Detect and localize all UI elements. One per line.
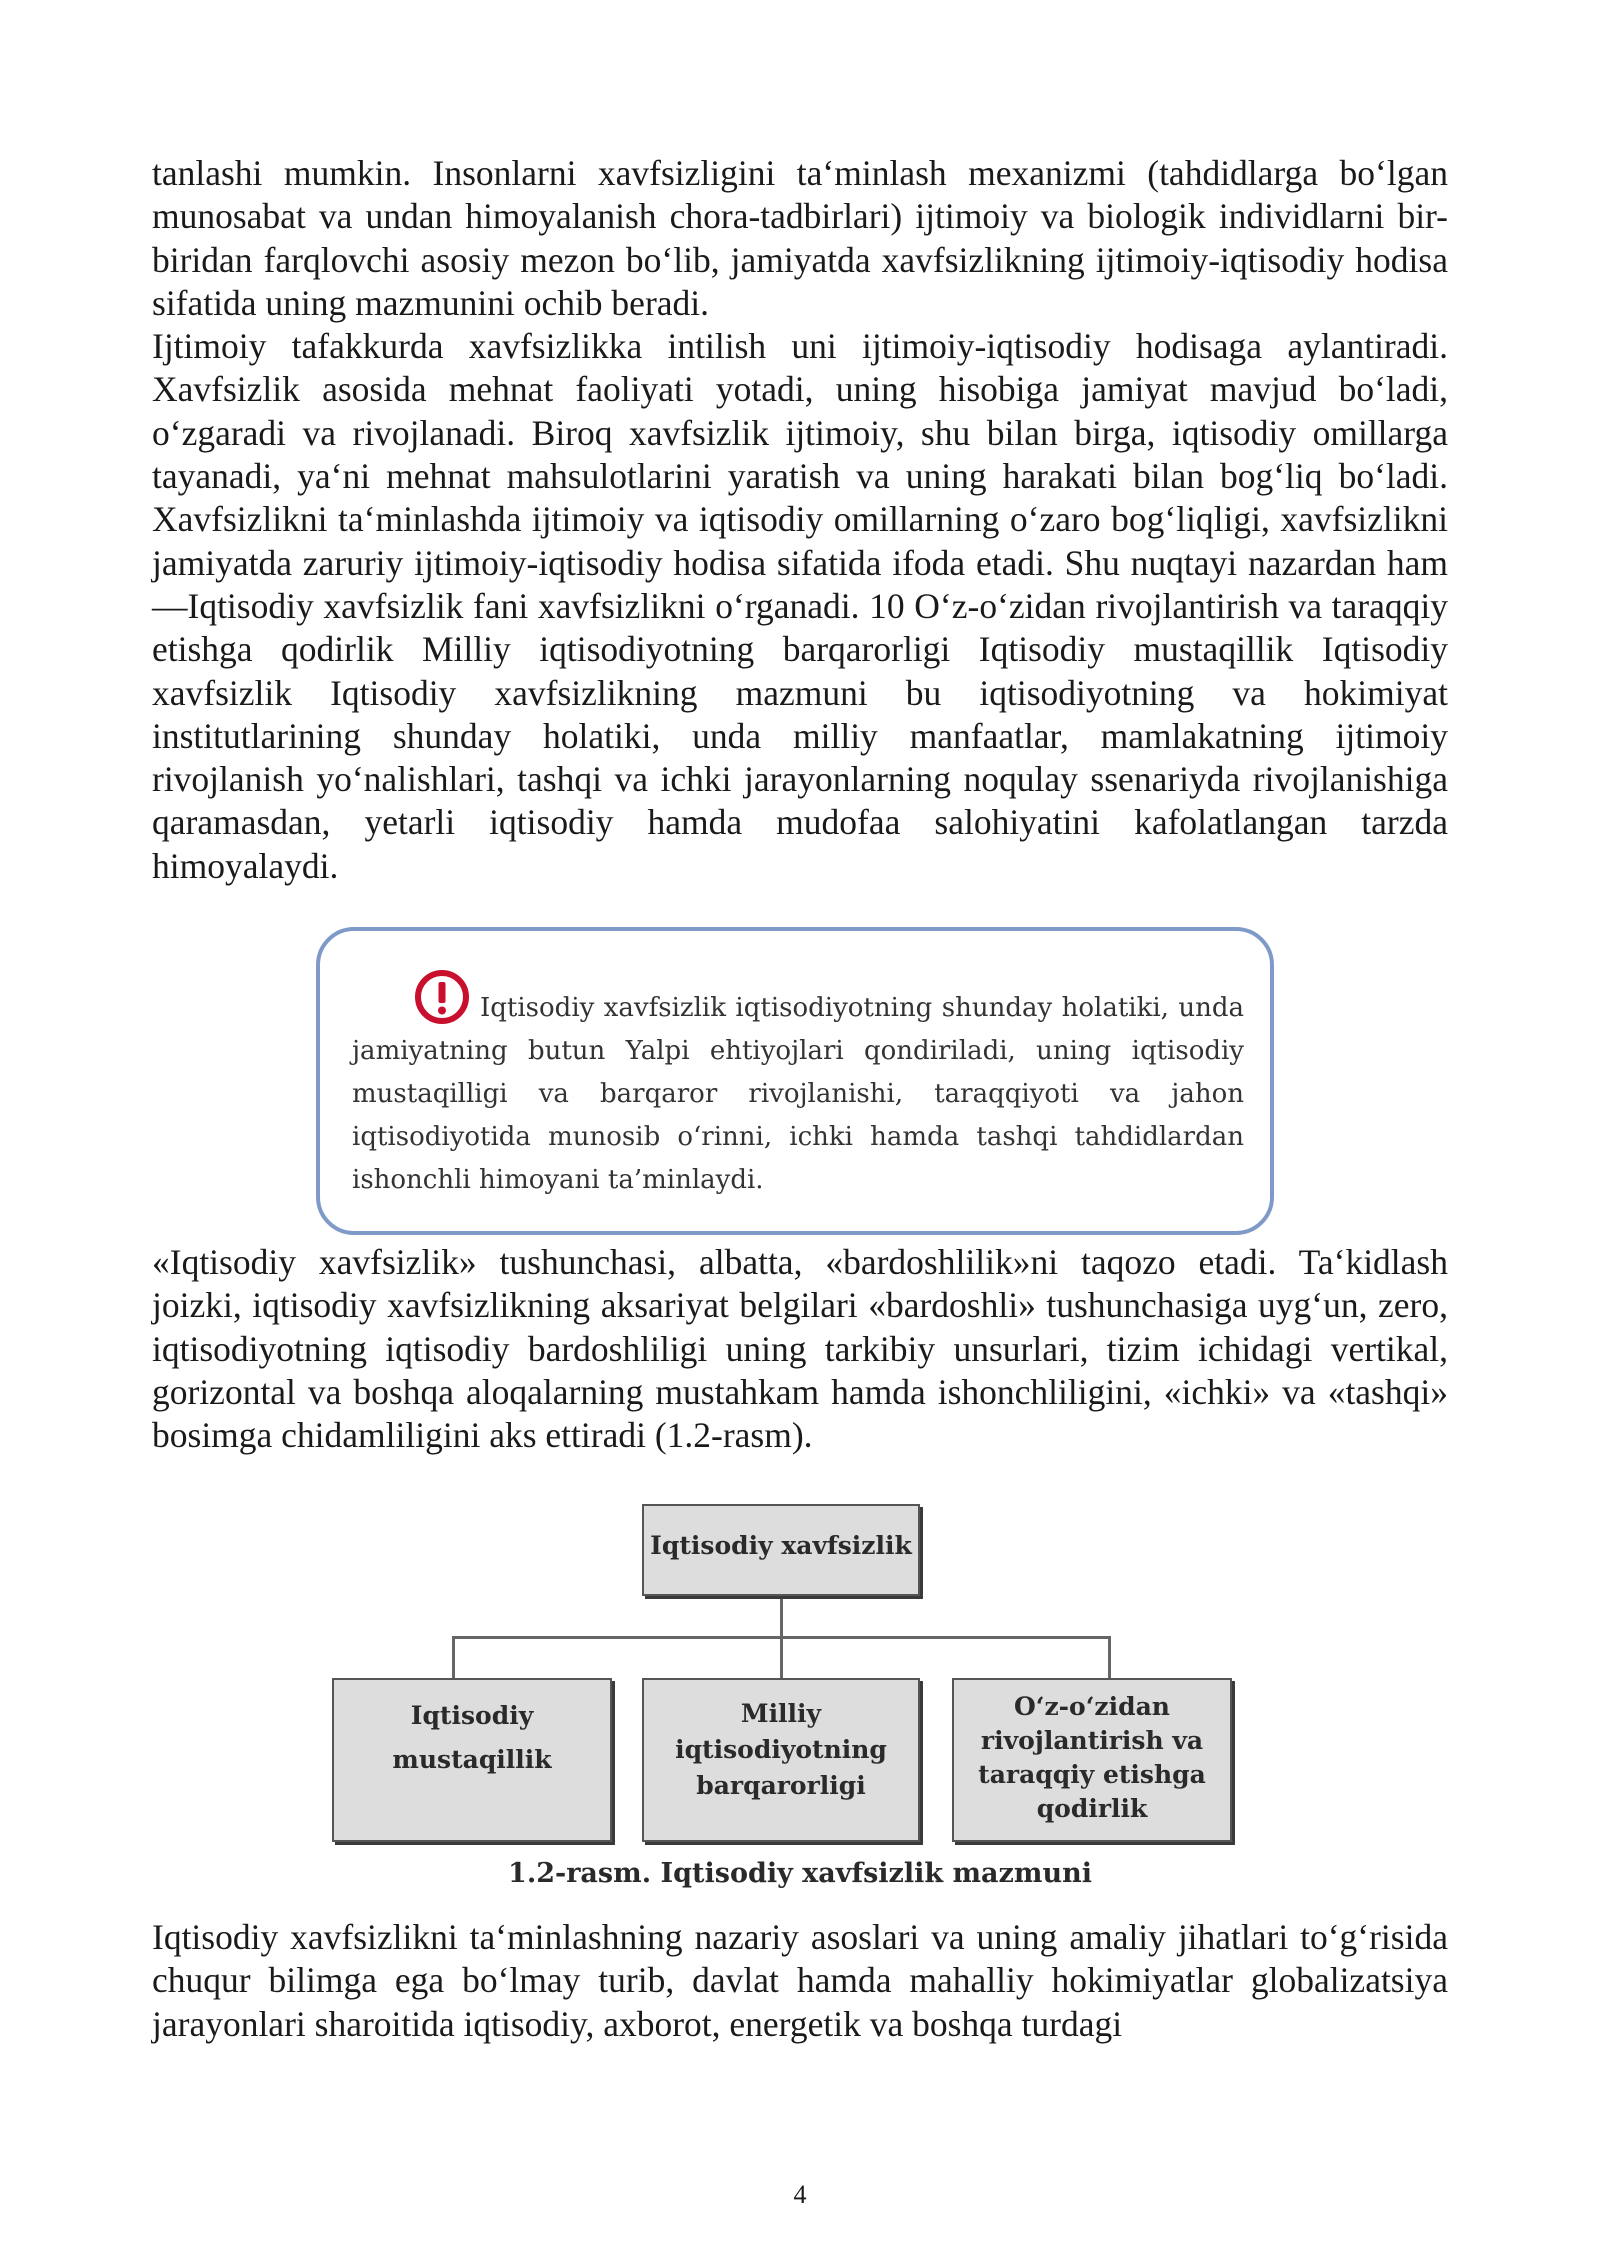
- node-label-line: O‘z-o‘zidan: [1014, 1692, 1170, 1721]
- figure-caption: 1.2-rasm. Iqtisodiy xavfsizlik mazmuni: [508, 1858, 1092, 1889]
- hierarchy-diagram: [320, 1504, 1240, 1894]
- node-label-line: Milliy: [740, 1699, 822, 1728]
- diagram-node-independence: [332, 1678, 612, 1842]
- definition-callout: [316, 927, 1274, 1235]
- exclamation-circle-icon: [414, 969, 470, 1025]
- connector-root-down: [780, 1596, 783, 1638]
- paragraph-2: Ijtimoiy tafakkurda xavfsizlikka intilish uni ijtimoiy-iqtisodiy hodisaga aylantiradi. Xavfsizlik asosida mehnat faoliyati yotadi, uning hisobiga jamiyat mavjud bo‘ladi, o‘zgaradi va rivojlanadi. Biroq xavfsizlik ijtimoiy, shu bilan birga, iqtisodiy omillarga tayanadi, ya‘ni mehnat mahsulotlarini yaratish va uning harakati bilan bog‘liq bo‘ladi. Xavfsizlikni ta‘minlashda ijtimoiy va iqtisodiy omillarning o‘zaro bog‘liqligi, xavfsizlikni jamiyatda zaruriy ijtimoiy-iqtisodiy hodisa sifatida ifoda etadi. Shu nuqtayi nazardan ham —Iqtisodiy xavfsizlik fani xavfsizlikni o‘rganadi. 10 O‘z-o‘zidan rivojlantirish va taraqqiy etishga qodirlik Milliy iqtisodiyotning barqarorligi Iqtisodiy mustaqillik Iqtisodiy xavfsizlik Iqtisodiy xavfsizlikning mazmuni bu iqtisodiyotning va hokimiyat institutlarining shunday holatiki, unda milliy manfaatlar, mamlakatning ijtimoiy rivojlanish yo‘nalishlari, tashqi va ichki jarayonlarning noqulay ssenariyda rivojlanishiga qaramasdan, yetarli iqtisodiy hamda mudofaa salohiyatini kafolatlangan tarzda himoyalaydi.: [152, 326, 1448, 886]
- node-label-line: rivojlantirish va: [980, 1726, 1204, 1755]
- node-label-line: iqtisodiyotning: [675, 1735, 887, 1764]
- callout-text: Iqtisodiy xavfsizlik iqtisodiyotning shunday holatiki, unda jamiyatning butun Yalpi ehtiyojlari qondiriladi, uning iqtisodiy mustaqilligi va barqaror rivojlanishi, taraqqiyoti va jahon iqtisodiyotida munosib o‘rinni, ichki hamda tashqi tahdidlardan ishonchli himoyani ta’minlaydi.: [352, 993, 1244, 1195]
- connector-middle: [780, 1636, 783, 1678]
- paragraph-3: «Iqtisodiy xavfsizlik» tushunchasi, albatta, «bardoshlilik»ni taqozo etadi. Ta‘kidlash joizki, iqtisodiy xavfsizlikning aksariyat belgilari «bardoshli» tushunchasiga uyg‘un, zero, iqtisodiyotning iqtisodiy bardoshliligi uning tarkibiy unsurlari, tizim ichidagi vertikal, gorizontal va boshqa aloqalarning mustahkam hamda ishonchliligini, «ichki» va «tashqi» bosimga chidamliligini aks ettiradi (1.2-rasm).: [152, 1242, 1448, 1456]
- page-number: 4: [793, 2180, 807, 2209]
- paragraph-1: tanlashi mumkin. Insonlarni xavfsizligini ta‘minlash mexanizmi (tahdidlarga bo‘lgan munosabat va undan himoyalanish chora-tadbirlari) ijtimoiy va biologik individlarni bir-biridan farqlovchi asosiy mezon bo‘lib, jamiyatda xavfsizlikning ijtimoiy-iqtisodiy hodisa sifatida uning mazmunini ochib beradi.: [152, 153, 1448, 323]
- node-label-line: qodirlik: [1036, 1794, 1148, 1823]
- diagram-node-development: [952, 1678, 1232, 1842]
- text-block-top: [152, 152, 1448, 888]
- diagram-node-root: [642, 1504, 920, 1596]
- node-label-line: barqarorligi: [696, 1771, 866, 1800]
- callout-content: [352, 969, 1244, 1202]
- node-root-label: Iqtisodiy xavfsizlik: [650, 1531, 912, 1560]
- text-block-middle: [152, 1241, 1448, 1457]
- connector-right: [1108, 1636, 1111, 1678]
- diagram-node-stability: [642, 1678, 920, 1842]
- node-label-line: mustaqillik: [392, 1745, 552, 1774]
- paragraph-4: Iqtisodiy xavfsizlikni ta‘minlashning nazariy asoslari va uning amaliy jihatlari to‘g‘risida chuqur bilimga ega bo‘lmay turib, davlat hamda mahalliy hokimiyatlar globalizatsiya jarayonlari sharoitida iqtisodiy, axborot, energetik va boshqa turdagi: [152, 1917, 1448, 2044]
- connector-left: [452, 1636, 455, 1678]
- node-label-line: Iqtisodiy: [410, 1701, 534, 1730]
- text-block-bottom: [152, 1916, 1448, 2046]
- node-label-line: taraqqiy etishga: [978, 1760, 1206, 1789]
